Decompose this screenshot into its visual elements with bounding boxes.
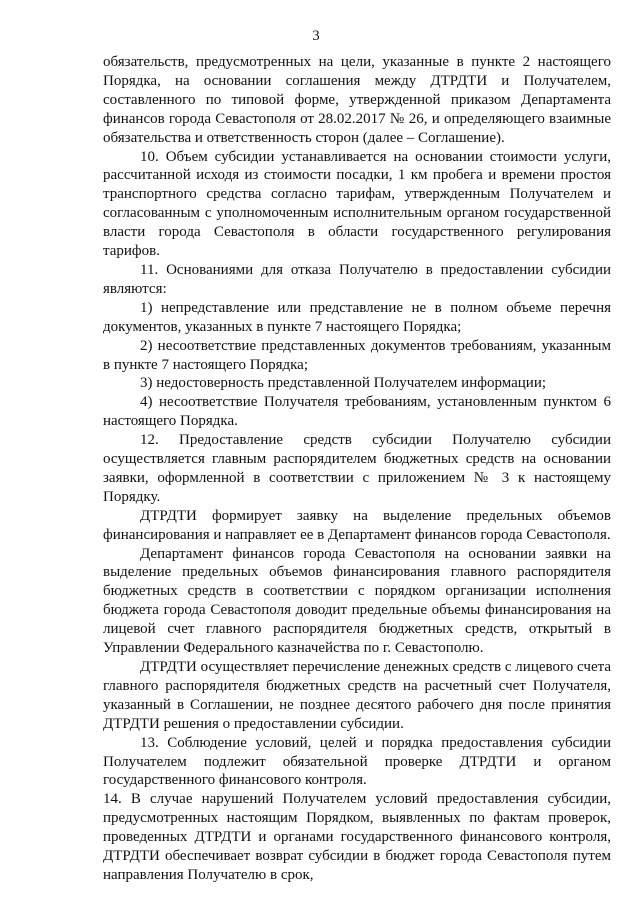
paragraph: ДТРДТИ осуществляет перечисление денежных средств с лицевого счета главного распорядителя бюджетных средств на расчетный счет Получателя, указанный в Соглашении, не позднее десятого рабочего дня после принятия ДТРДТИ решения о предоставлении субсидии.	[103, 659, 611, 732]
document-body	[103, 53, 611, 885]
paragraph: 4) несоответствие Получателя требованиям, установленным пунктом 6 настоящего Порядка.	[103, 394, 611, 430]
paragraph: 10. Объем субсидии устанавливается на основании стоимости услуги, рассчитанной исходя из стоимости посадки, 1 км пробега и времени простоя транспортного средства согласно тарифам, утвержденным Получателем и согласованным с уполномоченным исполнительным органом государственной власти города Севастополя в области государственного регулирования тарифов.	[103, 148, 611, 260]
paragraph: 1) непредставление или представление не в полном объеме перечня документов, указанных в пункте 7 настоящего Порядка;	[103, 299, 611, 335]
paragraph: 2) несоответствие представленных документов требованиям, указанным в пункте 7 настоящего Порядка;	[103, 337, 611, 373]
paragraph: обязательств, предусмотренных на цели, указанные в пункте 2 настоящего Порядка, на основании соглашения между ДТРДТИ и Получателем, составленного по типовой форме, утвержденной приказом Департамента финансов города Севастополя от 28.02.2017 № 26, и определяющего взаимные обязательства и ответственность сторон (далее – Соглашение).	[103, 54, 611, 146]
page-number: 3	[312, 28, 320, 44]
paragraph: Департамент финансов города Севастополя на основании заявки на выделение предельных объемов финансирования главного распорядителя бюджетных средств в соответствии с порядком организации исполнения бюджета города Севастополя доводит предельные объемы финансирования на лицевой счет главного распорядителя бюджетных средств, открытый в Управлении Федерального казначейства по г. Севастополю.	[103, 545, 611, 657]
paragraph: ДТРДТИ формирует заявку на выделение предельных объемов финансирования и направляет ее в Департамент финансов города Севастополя.	[103, 507, 611, 543]
paragraph: 14. В случае нарушений Получателем условий предоставления субсидии, предусмотренных настоящим Порядком, выявленных по фактам проверок, проведенных ДТРДТИ и органами государственного финансового контроля, ДТРДТИ обеспечивает возврат субсидии в бюджет города Севастополя путем направления Получателю в срок,	[103, 791, 611, 883]
paragraph: 13. Соблюдение условий, целей и порядка предоставления субсидии Получателем подлежит обязательной проверке ДТРДТИ и органом государственного финансового контроля.	[103, 734, 611, 789]
paragraph: 12. Предоставление средств субсидии Получателю субсидии осуществляется главным распорядителем бюджетных средств на основании заявки, оформленной в соответствии с приложением № 3 к настоящему Порядку.	[103, 432, 611, 505]
paragraph: 3) недостоверность представленной Получателем информации;	[140, 375, 547, 392]
paragraph: 11. Основаниями для отказа Получателю в предоставлении субсидии являются:	[103, 261, 611, 297]
